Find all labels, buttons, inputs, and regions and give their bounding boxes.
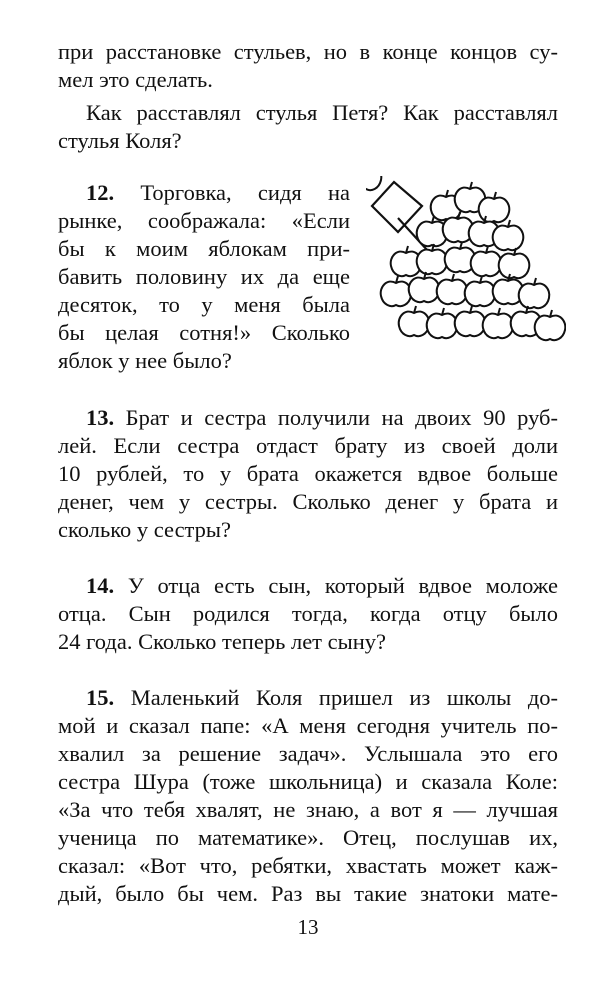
problem-14-line-2: отца. Сын родился тогда, когда отцу было — [58, 601, 558, 626]
intro-line-1: при расстановке стульев, но в конце концов су- — [58, 39, 558, 64]
problem-15-line-1 — [86, 684, 558, 712]
intro-line-2: мел это сделать. — [58, 67, 213, 92]
problem-13-line-1 — [86, 404, 558, 432]
intro-line-3: Как расставлял стулья Петя? Как расставлял — [86, 100, 558, 125]
problem-12-line-3: бы к моим яблокам при- — [58, 236, 350, 261]
problem-12-line-1 — [86, 179, 350, 207]
problem-12-text-1: Торговка, сидя на — [140, 180, 351, 205]
apple-pile-illustration — [366, 176, 566, 356]
problem-15-line-2: мой и сказал папе: «А меня сегодня учитель по- — [58, 713, 558, 738]
problem-13-text-1: Брат и сестра получили на двоих 90 руб- — [125, 405, 558, 430]
intro-line-4: стулья Коля? — [58, 128, 182, 153]
problem-15-line-3: хвалил за решение задач». Услышала это его — [58, 741, 558, 766]
problem-12-line-5: десяток, то у меня была — [58, 292, 350, 317]
problem-14-text-1: У отца есть сын, который вдвое моложе — [127, 573, 559, 598]
problem-12-line-2: рынке, соображала: «Если — [58, 208, 350, 233]
problem-15-line-6: ученица по математике». Отец, послушав их, — [58, 825, 558, 850]
page-number: 13 — [297, 915, 319, 939]
problem-13-line-3: 10 рублей, то у брата окажется вдвое больше — [58, 461, 558, 486]
problem-15-line-5: «За что тебя хвалят, не знаю, а вот я — лучшая — [58, 797, 558, 822]
problem-13-line-2: лей. Если сестра отдаст брату из своей доли — [58, 433, 558, 458]
problem-14-number: 14. — [86, 573, 115, 598]
problem-13-line-5: сколько у сестры? — [58, 517, 232, 542]
problem-15-number: 15. — [86, 685, 115, 710]
problem-15-line-8: дый, было бы чем. Раз вы такие знатоки мате- — [58, 881, 558, 906]
problem-12-line-4: бавить половину их да еще — [58, 264, 350, 289]
problem-12-number: 12. — [86, 180, 115, 205]
problem-15-text-1: Маленький Коля пришел из школы до- — [130, 685, 559, 710]
problem-15-line-7: сказал: «Вот что, ребятки, хвастать может каж- — [58, 853, 558, 878]
problem-15-line-4: сестра Шура (тоже школьница) и сказала Коле: — [58, 769, 558, 794]
problem-12-line-6: бы целая сотня!» Сколько — [58, 320, 350, 345]
problem-14-line-3: 24 года. Сколько теперь лет сыну? — [58, 629, 387, 654]
problem-12-line-7: яблок у нее было? — [58, 348, 232, 373]
problem-14-line-1 — [86, 572, 558, 600]
problem-13-number: 13. — [86, 405, 115, 430]
problem-13-line-4: денег, чем у сестры. Сколько денег у брата и — [58, 489, 558, 514]
